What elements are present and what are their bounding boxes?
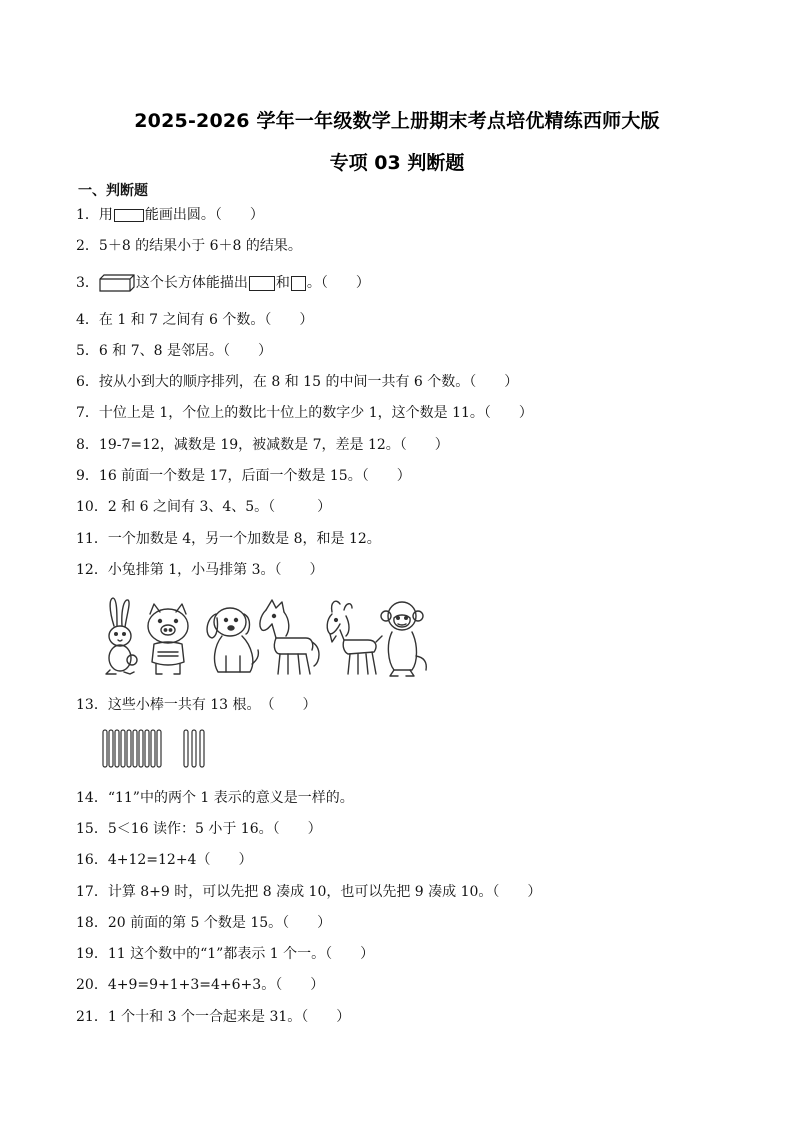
question-2: 2．5＋8 的结果小于 6＋8 的结果。	[76, 238, 302, 254]
animals-lineup-figure	[100, 596, 430, 678]
stick-bundle-icon	[103, 730, 161, 767]
question-16: 16．4+12=12+4（ ）	[76, 852, 253, 868]
question-10: 10．2 和 6 之间有 3、4、5。（ ）	[76, 499, 332, 515]
question-11: 11．一个加数是 4，另一个加数是 8，和是 12。	[76, 531, 381, 547]
cuboid-icon	[99, 274, 135, 292]
question-15: 15．5＜16 读作：5 小于 16。（ ）	[76, 821, 322, 837]
question-7: 7．十位上是 1，个位上的数比十位上的数字少 1，这个数是 11。（ ）	[76, 405, 533, 421]
question-13: 13．这些小棒一共有 13 根。 （ ）	[76, 697, 317, 713]
question-1: 1．用 能画出圆。（ ）	[76, 207, 264, 223]
question-20: 20．4+9=9+1+3=4+6+3。（ ）	[76, 977, 325, 993]
page-subtitle: 专项 03 判断题	[329, 152, 465, 174]
question-12: 12．小兔排第 1，小马排第 3。（ ）	[76, 562, 324, 578]
rectangle-shape-icon	[114, 209, 144, 222]
loose-sticks-icon	[184, 730, 204, 767]
square-shape-icon	[291, 276, 306, 291]
section-heading: 一、判断题	[78, 183, 148, 199]
dog-icon	[207, 608, 258, 672]
horse-icon	[260, 600, 319, 674]
rectangle-shape-icon	[249, 276, 275, 291]
counting-sticks-figure	[100, 728, 220, 770]
question-5: 5．6 和 7、8 是邻居。（ ）	[76, 343, 272, 359]
monkey-icon	[381, 602, 426, 676]
question-18: 18．20 前面的第 5 个数是 15。（ ）	[76, 915, 332, 931]
goat-icon	[327, 601, 382, 674]
question-6: 6．按从小到大的顺序排列，在 8 和 15 的中间一共有 6 个数。（ ）	[76, 374, 519, 390]
question-3: 3． 这个长方体能描出 和 。（ ）	[76, 275, 370, 291]
question-21: 21．1 个十和 3 个一合起来是 31。（ ）	[76, 1009, 351, 1025]
pig-icon	[148, 604, 188, 674]
rabbit-icon	[106, 598, 137, 674]
question-8: 8．19-7=12，减数是 19，被减数是 7，差是 12。（ ）	[76, 437, 449, 453]
question-14: 14．“11”中的两个 1 表示的意义是一样的。	[76, 790, 354, 806]
question-9: 9．16 前面一个数是 17，后面一个数是 15。（ ）	[76, 468, 411, 484]
page-title: 2025-2026 学年一年级数学上册期末考点培优精练西师大版	[134, 110, 660, 132]
question-17: 17．计算 8+9 时，可以先把 8 凑成 10，也可以先把 9 凑成 10。（ ）	[76, 884, 542, 900]
question-19: 19．11 这个数中的“1”都表示 1 个一。（ ）	[76, 946, 375, 962]
question-4: 4．在 1 和 7 之间有 6 个数。（ ）	[76, 312, 314, 328]
